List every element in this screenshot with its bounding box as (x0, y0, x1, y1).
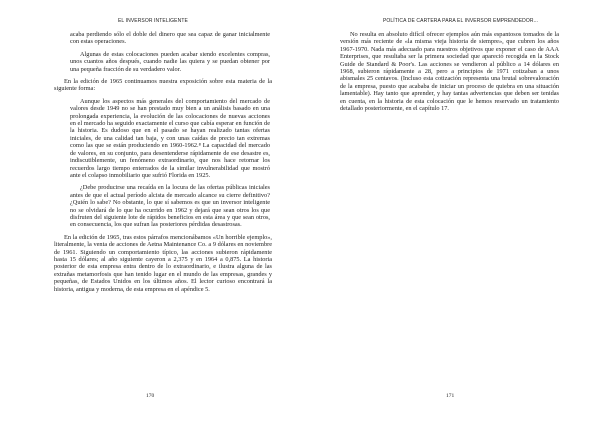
paragraph: En la edición de 1965 continuamos nuestra exposición sobre esta materia de la siguiente forma: (54, 78, 272, 93)
left-page-body (54, 31, 272, 293)
paragraph: Aunque los aspectos más generales del comportamiento del mercado de valores desde 1949 no se han prestado muy bien a un análisis basado en una prolongada experiencia, la evolución de las colocaciones de nuevas acciones en el mercado ha seguido exactamente el curso que cabía esperar en función de la historia. Es dudoso que en el pasado se hayan realizado tantas ofertas iniciales, de una calidad tan baja, y con unas caídas de precio tan extremas como las que se están produciendo en 1960-1962.⁸ La capacidad del mercado de valores, en su conjunto, para desentenderse rápidamente de ese desastre es, indiscutiblemente, un fenómeno extraordinario, que nos hace retornar los recuerdos largo tiempo enterrados de la similar invulnerabilidad que mostró ante el colapso inmobiliario que sufrió Florida en 1925. (70, 97, 270, 179)
right-page-number: 171 (446, 393, 455, 399)
right-page-body (340, 31, 559, 112)
left-page-number: 170 (146, 393, 155, 399)
paragraph: acaba perdiendo sólo el doble del dinero que sea capaz de ganar inicialmente con estas operaciones. (70, 31, 270, 46)
right-page (300, 0, 600, 424)
paragraph: Algunas de estas colocaciones pueden acabar siendo excelentes compras, unos cuantos años después, cuando nadie las quiera y se puedan obtener por una pequeña fracción de su verdadero valor. (70, 50, 270, 73)
paragraph: En la edición de 1965, tras estos párrafos mencionábamos «Un horrible ejemplo», literalmente, la venta de acciones de Aetna Maintenance Co. a 9 dólares en noviembre de 1961. Siguiendo un comportamiento típico, las acciones subieron rápidamente hasta 15 dólares; al año siguiente cayeron a 2,375 y en 1964 a 0,875. La historia posterior de esta empresa entra dentro de lo extraordinario, e ilustra alguna de las extrañas metamorfosis que han tenido lugar en el mundo de las empresas, grandes y pequeñas, de Estados Unidos en los últimos años. El lector curioso encontrará la historia, antigua y moderna, de esta empresa en el apéndice 5. (54, 233, 272, 293)
right-running-head: POLÍTICA DE CARTERA PARA EL INVERSOR EMPRENDEDOR... (383, 18, 539, 24)
left-running-head: EL INVERSOR INTELIGENTE (118, 18, 188, 24)
paragraph: No resulta en absoluto difícil ofrecer ejemplos aún más espantosos tomados de la versión más reciente de «la misma vieja historia de siempre», que cubren los años 1967-1970. Nada más adecuado para nuestros objetivos que exponer el caso de AAA Enterprises, que resultaba ser la primera sociedad que apareció recogida en la Stock Guide de Standard & Poor's. Las acciones se vendieron al público a 14 dólares en 1968, subieron rápidamente a 28, pero a principios de 1971 cotizaban a unos abismales 25 centavos. (Incluso esta cotización representa una brutal sobrevaloración de la empresa, puesto que acababa de iniciar un proceso de quiebra en una situación lamentable). Hay tanto que aprender, y hay tantas advertencias que deben ser tenidas en cuenta, en la historia de esta colocación que le hemos reservado un tratamiento detallado posteriormente, en el capítulo 17. (340, 31, 559, 113)
paragraph: ¿Debe producirse una recaída en la locura de las ofertas públicas iniciales antes de que el actual período alcista de mercado alcance su cierre definitivo? ¿Quién lo sabe? No obstante, lo que sí sabemos es que un inversor inteligente no se olvidará de lo que ha ocurrido en 1962 y dejará que sean otros los que disfruten del siguiente lote de rápidos beneficios en esta área y que sean otros, en consecuencia, los que sufran las posteriores pérdidas desastrosas. (70, 184, 270, 229)
